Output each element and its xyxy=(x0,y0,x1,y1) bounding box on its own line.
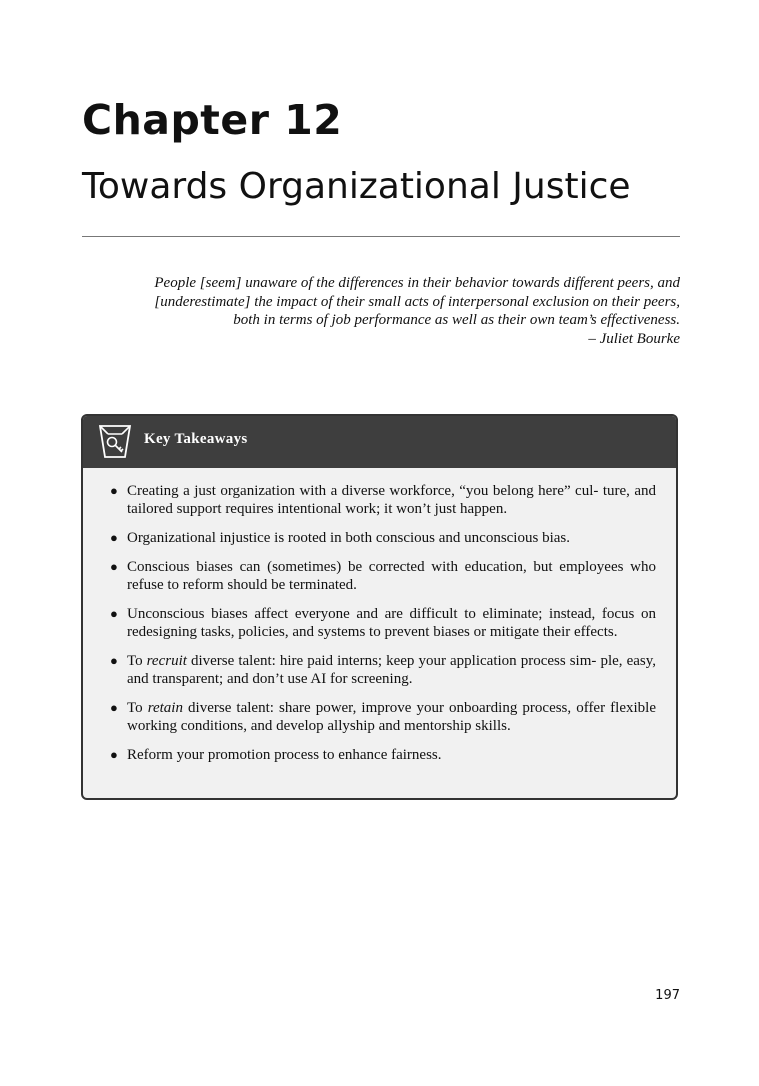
bullet-icon: ● xyxy=(110,483,118,498)
bullet-icon: ● xyxy=(110,606,118,621)
key-takeaways-header xyxy=(83,416,676,468)
bullet-icon: ● xyxy=(110,559,118,574)
item-text: Creating a just organization with a diverse workforce, “you belong here” cul- xyxy=(127,483,599,499)
epigraph xyxy=(100,274,680,348)
item-text: diverse talent: hire paid interns; keep your application process sim- xyxy=(186,653,597,669)
item-text: Organizational injustice is rooted in both conscious and unconscious bias. xyxy=(127,530,570,546)
list-item xyxy=(110,699,656,735)
item-text: who refuse to reform should be terminated. xyxy=(127,559,656,593)
bullet-icon: ● xyxy=(110,530,118,545)
item-text: ture, and tailored support requires intentional work; it won’t just happen. xyxy=(127,483,657,517)
page-number: 197 xyxy=(655,988,680,1003)
item-text: diverse talent: share power, improve your onboarding process, offer xyxy=(182,700,606,716)
item-text: effects. xyxy=(574,624,618,640)
bullet-icon: ● xyxy=(110,700,118,715)
list-item xyxy=(110,558,656,594)
takeout-box-key-icon xyxy=(95,422,135,462)
epigraph-line: People [seem] unaware of the differences in their behavior towards different peers, and xyxy=(154,275,680,291)
item-text: Conscious biases can (sometimes) be corrected with education, but employees xyxy=(127,559,624,575)
key-takeaways-title: Key Takeaways xyxy=(144,431,248,447)
item-text: To xyxy=(127,653,147,669)
item-text: Unconscious biases affect everyone and are difficult to eliminate; instead, focus xyxy=(127,606,635,622)
epigraph-line: [underestimate] the impact of their small acts of interpersonal exclusion on their peers, xyxy=(154,293,680,310)
item-emphasis: recruit xyxy=(146,653,187,669)
list-item xyxy=(110,482,657,518)
item-text: on redesigning tasks, policies, and systems to prevent biases or mitigate their xyxy=(127,606,656,640)
list-item xyxy=(110,746,656,764)
item-text: flexible working conditions, and develop allyship and mentorship skills. xyxy=(127,700,656,734)
epigraph-author: – Juliet Bourke xyxy=(588,330,680,347)
list-item xyxy=(110,605,656,641)
item-text: Reform your promotion process to enhance fairness. xyxy=(127,747,442,763)
list-item xyxy=(110,652,656,688)
bullet-icon: ● xyxy=(110,747,118,762)
title-divider xyxy=(82,236,680,237)
item-text: ple, easy, and transparent; and don’t use AI for screening. xyxy=(127,653,656,687)
takeaways-list xyxy=(83,468,676,764)
key-takeaways-box xyxy=(81,414,678,800)
item-emphasis: retain xyxy=(147,700,183,716)
list-item xyxy=(110,529,656,547)
epigraph-line: both in terms of job performance as well as their own team’s effectiveness. xyxy=(233,312,680,328)
chapter-number: Chapter 12 xyxy=(82,96,343,144)
bullet-icon: ● xyxy=(110,653,118,668)
item-text: To xyxy=(127,700,148,716)
chapter-title: Towards Organizational Justice xyxy=(82,166,631,207)
